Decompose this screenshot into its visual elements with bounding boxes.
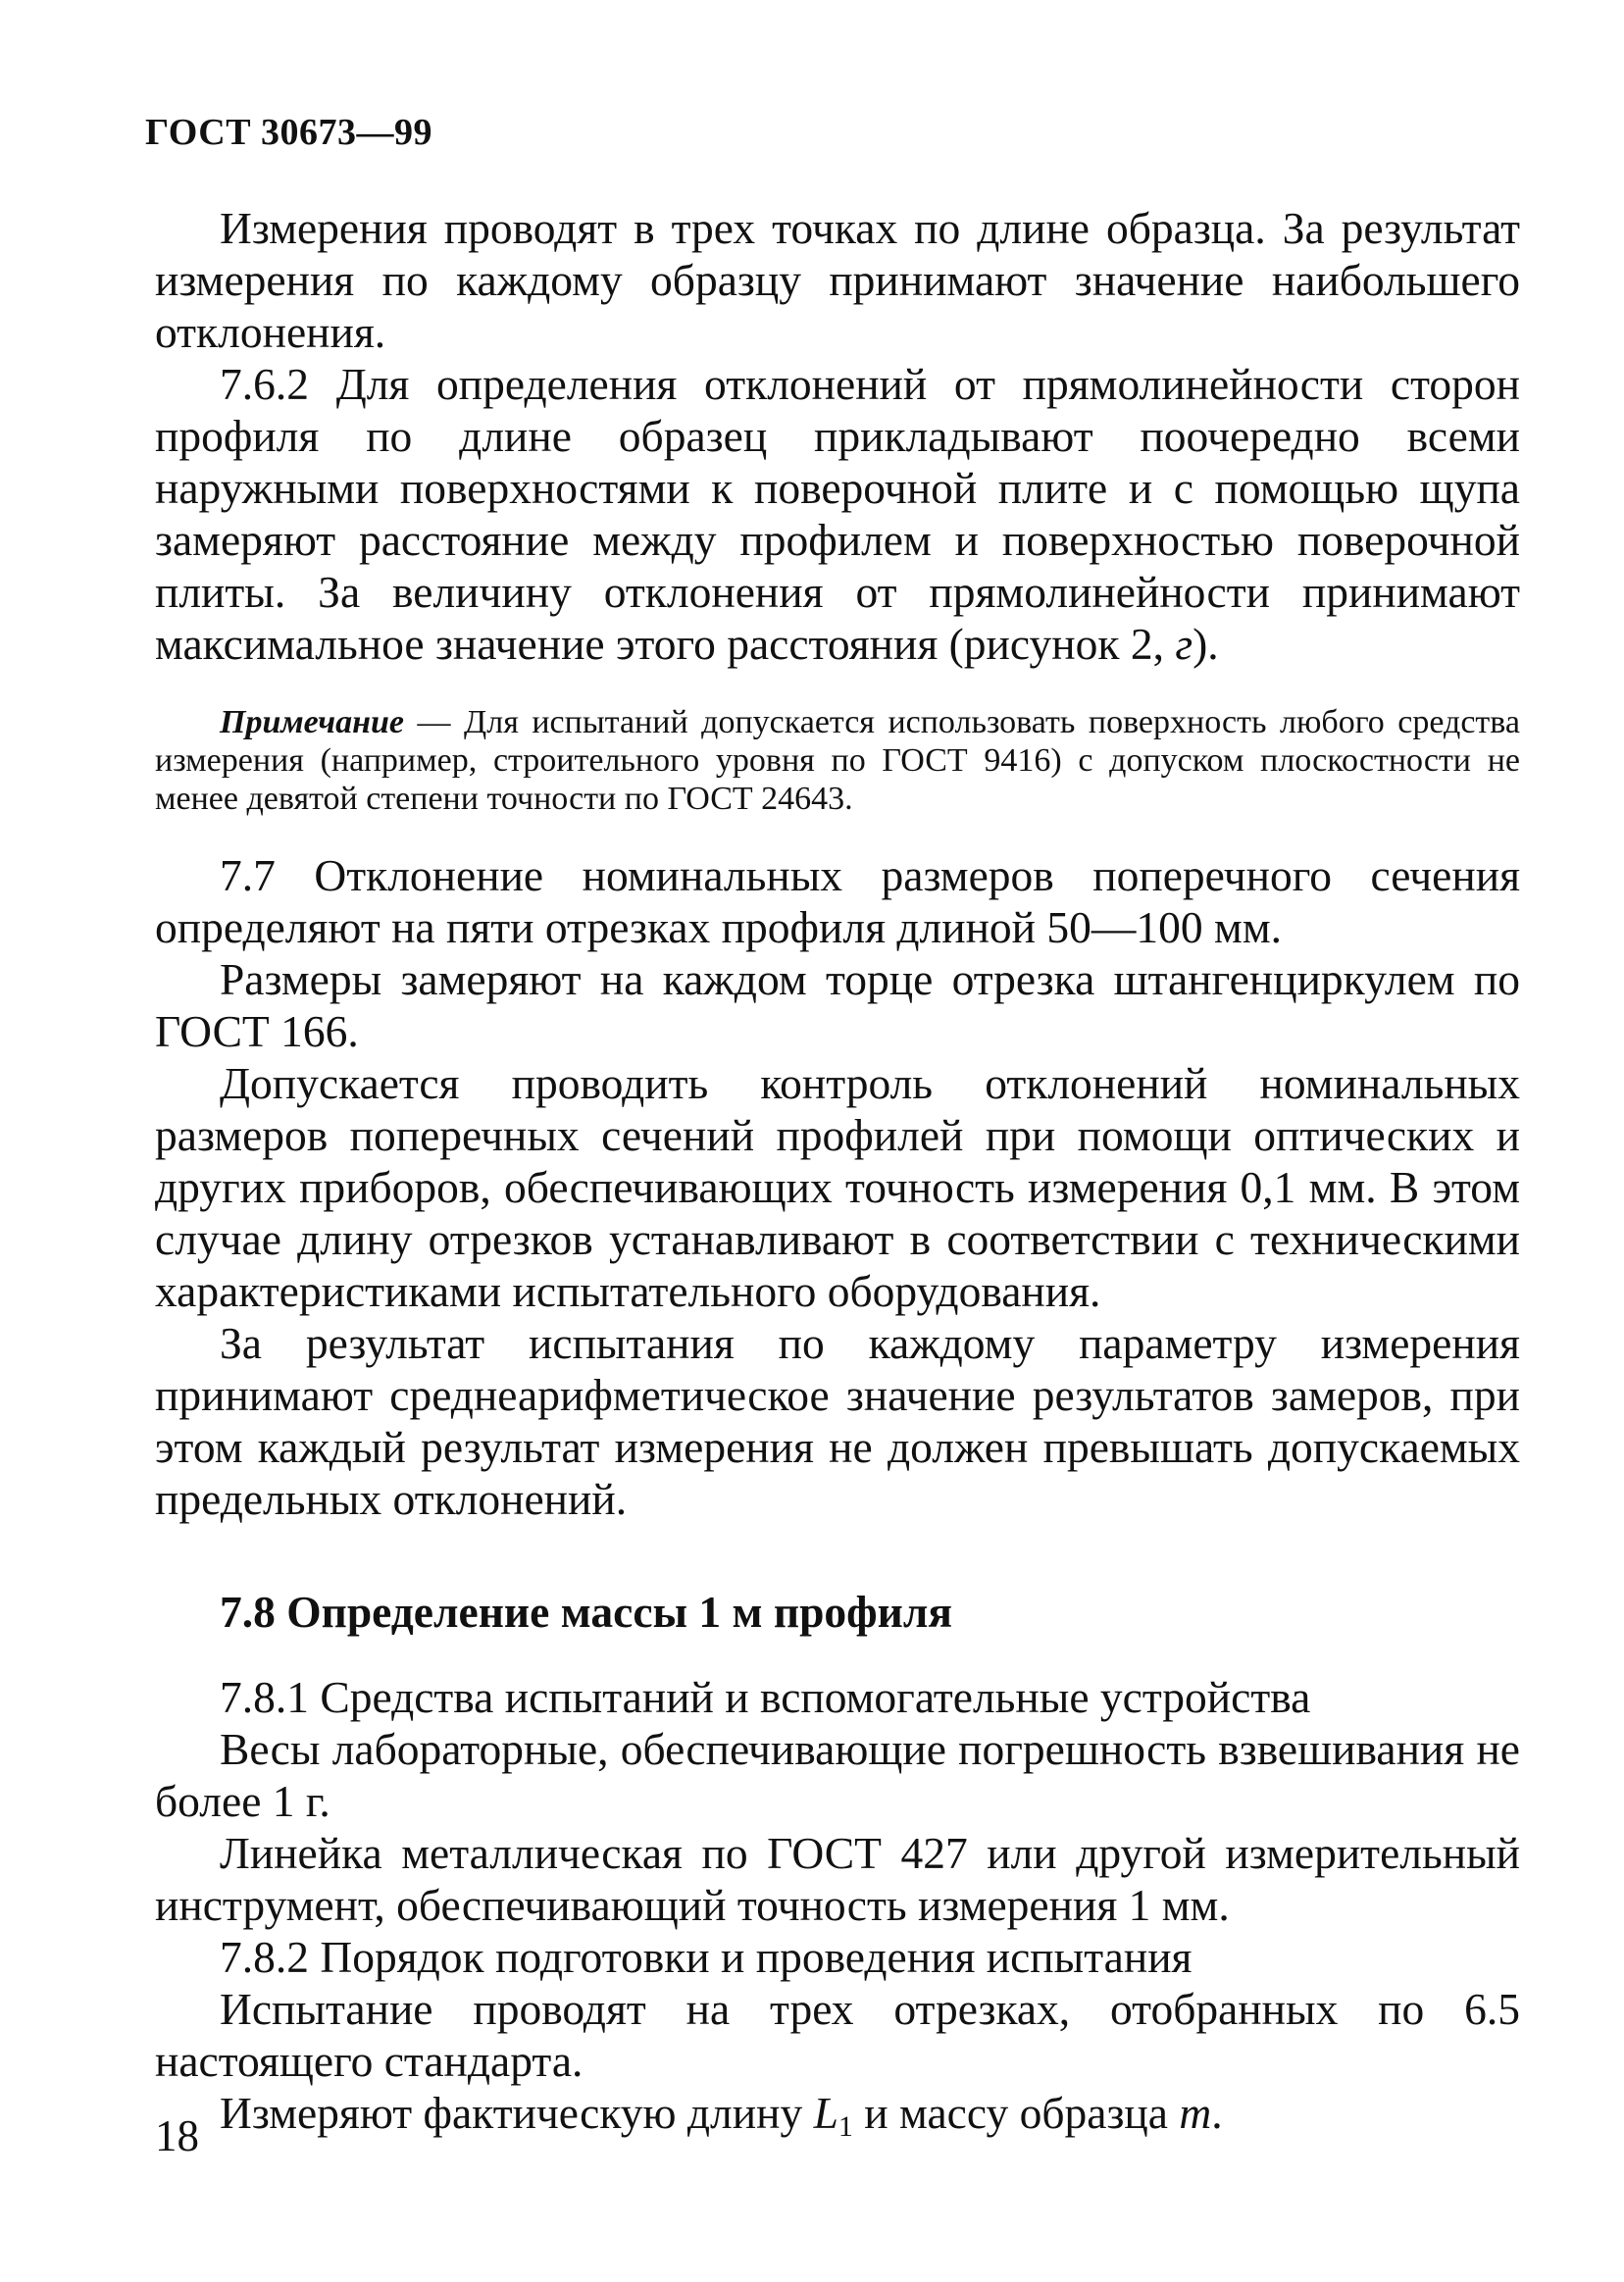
mass-variable: m (1179, 2088, 1212, 2138)
paragraph-optical-control: Допускается проводить контроль отклонений номинальных размеров поперечных сечений профилей при помощи оптических и других приборов, обеспечивающих точность измерения 0,1 мм. В этом случае длину отрезков устанавливают в соответствии с техническими характеристиками испытательного оборудования. (155, 1058, 1520, 1316)
paragraph-three-segments: Испытание проводят на трех отрезках, отобранных по 6.5 настоящего стандарта. (155, 1984, 1520, 2086)
paragraph-caliper: Размеры замеряют на каждом торце отрезка штангенциркулем по ГОСТ 166. (155, 954, 1520, 1056)
measure-end: . (1211, 2088, 1223, 2138)
length-variable: L (813, 2088, 838, 2138)
length-subscript: 1 (837, 2110, 853, 2143)
paragraph-7-8-1: 7.8.1 Средства испытаний и вспомогательные устройства (220, 1672, 1311, 1722)
section-heading-7-8: 7.8 Определение массы 1 м профиля (220, 1587, 953, 1637)
paragraph-test-result: За результат испытания по каждому параметру измерения принимают среднеарифметическое значение результатов замеров, при этом каждый результат измерения не должен превышать допускаемых предельных отклонений. (155, 1318, 1520, 1524)
paragraph-7-6-2 (155, 358, 1520, 670)
note-text: — Для испытаний допускается использовать поверхность любого средства измерения (например, строительного уровня по ГОСТ 9416) с допуском плоскостности не менее девятой степени точности по ГОСТ 24643. (155, 704, 1520, 817)
paragraph-7-8-2: 7.8.2 Порядок подготовки и проведения испытания (220, 1932, 1193, 1982)
figure-letter: г (1175, 619, 1193, 669)
note (155, 703, 1520, 818)
paragraph-measurement-points: Измерения проводят в трех точках по длине образца. За результат измерения по каждому образцу принимают значение наибольшего отклонения. (155, 203, 1520, 357)
measure-text: Измеряют фактическую длину (220, 2088, 814, 2138)
document-header: ГОСТ 30673—99 (145, 112, 433, 153)
note-label: Примечание (220, 704, 405, 740)
paragraph-measure-length-mass (155, 2087, 1520, 2143)
paragraph-7-6-2-end: ). (1193, 619, 1219, 669)
paragraph-scales: Весы лабораторные, обеспечивающие погрешность взвешивания не более 1 г. (155, 1724, 1520, 1826)
paragraph-7-6-2-text: 7.6.2 Для определения отклонений от прямолинейности сторон профиля по длине образец прикладывают поочередно всеми наружными поверхностями к поверочной плите и с помощью щупа замеряют расстояние между профилем и поверхностью поверочной плиты. За величину отклонения от прямолинейности принимают максимальное значение этого расстояния (рисунок 2, (155, 359, 1520, 669)
document-body (155, 202, 1520, 2143)
paragraph-7-7: 7.7 Отклонение номинальных размеров поперечного сечения определяют на пяти отрезках профиля длиной 50—100 мм. (155, 850, 1520, 952)
paragraph-ruler: Линейка металлическая по ГОСТ 427 или другой измерительный инструмент, обеспечивающий точность измерения 1 мм. (155, 1828, 1520, 1930)
measure-mid-text: и массу образца (852, 2088, 1180, 2138)
page-number: 18 (155, 2111, 199, 2160)
